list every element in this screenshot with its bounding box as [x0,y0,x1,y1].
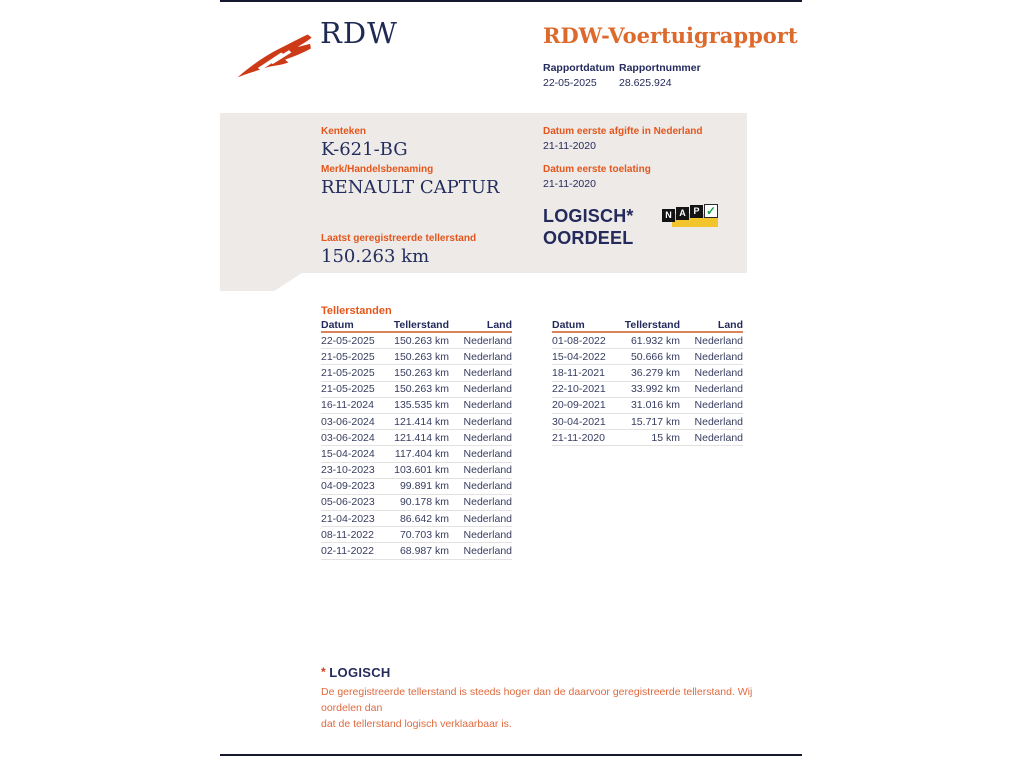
row-country: Nederland [694,334,743,347]
row-country: Nederland [463,415,512,428]
row-country: Nederland [694,383,743,396]
row-date: 21-05-2025 [321,366,375,379]
nap-checkmark-icon: ✓ [705,204,717,218]
nap-letter-p: P [690,205,703,218]
row-odometer: 61.932 km [630,334,680,347]
row-country: Nederland [463,383,512,396]
row-date: 22-10-2021 [552,383,606,396]
row-country: Nederland [463,399,512,412]
table-row [552,398,743,414]
row-date: 20-09-2021 [552,399,606,412]
row-country: Nederland [463,464,512,477]
row-country: Nederland [694,399,743,412]
row-country: Nederland [694,350,743,363]
table-body [321,333,512,560]
column-header-tellerstand: Tellerstand [393,319,449,331]
oordeel-line1: LOGISCH* [543,206,634,226]
table-row [321,382,512,398]
table-header [321,319,512,333]
row-date: 18-11-2021 [552,366,605,379]
row-country: Nederland [463,431,512,444]
row-date: 22-05-2025 [321,334,375,347]
vehicle-summary-panel-tab [220,273,302,291]
bottom-divider [220,754,802,756]
row-date: 04-09-2023 [321,480,375,493]
column-header-land: Land [717,319,743,331]
footnote-text [321,684,771,732]
row-odometer: 70.703 km [399,528,449,541]
row-odometer: 121.414 km [394,431,449,444]
rdw-logo-wing-icon [236,28,314,80]
eerste-afgifte-value: 21-11-2020 [543,140,596,152]
row-date: 30-04-2021 [552,415,606,428]
table-row [321,495,512,511]
report-number-block [619,62,701,89]
column-header-datum: Datum [321,319,354,331]
eerste-toelating-value: 21-11-2020 [543,178,596,190]
row-odometer: 68.987 km [399,545,449,558]
row-country: Nederland [463,480,512,493]
merk-label: Merk/Handelsbenaming [321,164,434,175]
row-date: 16-11-2024 [321,399,374,412]
column-header-datum: Datum [552,319,585,331]
top-divider [220,0,802,2]
merk-value: RENAULT CAPTUR [321,177,500,198]
table-row [321,446,512,462]
row-odometer: 103.601 km [394,464,449,477]
report-date-label: Rapportdatum [543,62,615,74]
row-odometer: 86.642 km [399,512,449,525]
row-date: 15-04-2024 [321,447,375,460]
row-country: Nederland [694,366,743,379]
table-row [552,430,743,446]
nap-letter-a: A [676,207,689,220]
tellerstanden-section-title: Tellerstanden [321,305,392,317]
odometer-table-left [321,319,512,560]
table-row [552,333,743,349]
column-header-land: Land [486,319,512,331]
table-row [552,382,743,398]
table-header [552,319,743,333]
row-country: Nederland [694,431,743,444]
table-row [552,365,743,381]
eerste-toelating-label: Datum eerste toelating [543,164,651,175]
row-odometer: 150.263 km [394,334,449,347]
row-country: Nederland [463,334,512,347]
row-country: Nederland [463,350,512,363]
column-header-tellerstand: Tellerstand [624,319,680,331]
nap-letter-n: N [662,209,675,222]
row-country: Nederland [463,512,512,525]
footnote-line2: dat de tellerstand logisch verklaarbaar is. [321,718,512,730]
table-row [321,430,512,446]
table-row [321,479,512,495]
row-date: 21-05-2025 [321,383,375,396]
row-date: 15-04-2022 [552,350,606,363]
row-date: 02-11-2022 [321,545,374,558]
table-row [321,463,512,479]
row-country: Nederland [463,528,512,541]
table-row [321,527,512,543]
row-date: 01-08-2022 [552,334,606,347]
table-row [321,543,512,559]
odometer-table-right [552,319,743,446]
table-row [552,349,743,365]
table-body [552,333,743,446]
footnote-title-word: LOGISCH [329,665,391,680]
table-row [321,511,512,527]
row-odometer: 15 km [651,431,680,444]
row-odometer: 150.263 km [394,383,449,396]
row-date: 23-10-2023 [321,464,375,477]
row-country: Nederland [463,545,512,558]
laatste-tellerstand-value: 150.263 km [321,246,430,267]
row-date: 21-11-2020 [552,431,605,444]
row-odometer: 99.891 km [399,480,449,493]
oordeel-result [543,205,634,249]
table-row [321,333,512,349]
oordeel-line2: OORDEEL [543,228,634,248]
table-row [321,365,512,381]
eerste-afgifte-label: Datum eerste afgifte in Nederland [543,126,703,137]
row-odometer: 121.414 km [394,415,449,428]
row-odometer: 33.992 km [630,383,680,396]
row-country: Nederland [463,366,512,379]
footnote-asterisk: * [321,665,326,679]
report-number-label: Rapportnummer [619,62,701,74]
row-odometer: 15.717 km [630,415,680,428]
table-row [321,398,512,414]
row-odometer: 90.178 km [399,496,449,509]
table-row [552,414,743,430]
report-date-value: 22-05-2025 [543,77,597,89]
footnote-line1: De geregistreerde tellerstand is steeds hoger dan de daarvoor geregistreerde tellerstand. Wij oordelen dan [321,686,753,714]
row-odometer: 150.263 km [394,350,449,363]
table-row [321,414,512,430]
report-number-value: 28.625.924 [619,77,672,89]
row-date: 03-06-2024 [321,431,375,444]
report-title: RDW-Voertuigrapport [543,23,798,48]
row-date: 05-06-2023 [321,496,375,509]
row-odometer: 150.263 km [394,366,449,379]
laatste-tellerstand-label: Laatst geregistreerde tellerstand [321,233,477,244]
report-date-block [543,62,615,89]
kenteken-value: K-621-BG [321,139,408,160]
kenteken-label: Kenteken [321,126,367,137]
row-odometer: 50.666 km [630,350,680,363]
nap-logo-icon [662,202,720,230]
row-country: Nederland [463,447,512,460]
row-odometer: 117.404 km [394,447,449,460]
row-date: 21-04-2023 [321,512,375,525]
row-odometer: 135.535 km [394,399,449,412]
row-date: 21-05-2025 [321,350,375,363]
row-country: Nederland [694,415,743,428]
row-country: Nederland [463,496,512,509]
table-row [321,349,512,365]
row-odometer: 31.016 km [630,399,680,412]
rdw-logo-text: RDW [320,16,398,50]
row-odometer: 36.279 km [630,366,680,379]
footnote-title [321,665,391,680]
row-date: 08-11-2022 [321,528,374,541]
row-date: 03-06-2024 [321,415,375,428]
